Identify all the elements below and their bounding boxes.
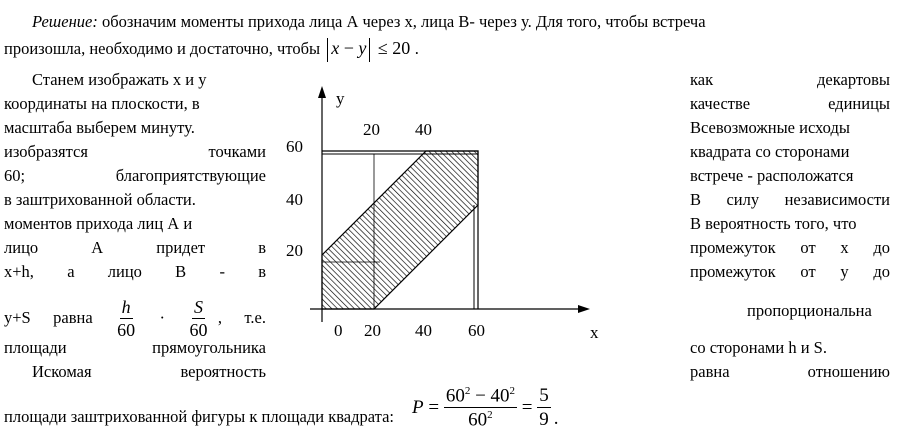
- right-word: встрече - расположатся: [690, 166, 854, 185]
- left-word: масштаба выберем минуту.: [4, 118, 195, 137]
- right-word: В вероятность того, что: [690, 214, 857, 233]
- y-axis-label: у: [336, 89, 345, 108]
- right-bottom-word: со сторонами h и S.: [690, 338, 827, 357]
- probability-formula: P = $\frac{60^2 - 40^2}{60^2}$ = $\frac{5}{9}$ .: [411, 385, 559, 431]
- right-word: у: [840, 262, 849, 281]
- right-word: Всевозможные исходы: [690, 118, 850, 137]
- y-label-20: 20: [286, 241, 303, 260]
- right-word: до: [873, 262, 890, 281]
- x-axis-label: х: [590, 323, 599, 342]
- right-word: как: [690, 70, 714, 89]
- intro-text-2: произошла, необходимо и достаточно, чтобы: [4, 39, 321, 59]
- right-bottom-word: равна: [690, 362, 730, 381]
- left-word: изобразятся: [4, 142, 88, 161]
- final-text: площади заштрихованной фигуры к площади квадрата:: [4, 406, 394, 426]
- left-word: -: [219, 262, 225, 281]
- left-word: В: [175, 262, 187, 281]
- right-word: единицы: [828, 94, 890, 113]
- right-word: промежуток: [690, 262, 776, 281]
- solution-label: Решение:: [32, 12, 98, 31]
- left-word: в заштрихованной области.: [4, 190, 196, 209]
- intro-text-1: обозначим моменты прихода лица А через х, лица В- через у. Для того, чтобы встреча: [101, 12, 706, 31]
- right-word: от: [800, 238, 816, 257]
- left-word: лицо: [4, 238, 39, 257]
- left-bottom-word: Искомая: [32, 362, 92, 381]
- right-word: декартовы: [817, 70, 890, 89]
- fraction-s-60: $\frac{S}{60}$: [189, 297, 208, 340]
- right-word: квадрата со сторонами: [690, 142, 850, 161]
- right-word: В: [690, 190, 702, 209]
- left-word: 60;: [4, 166, 26, 185]
- left-word: x+h,: [4, 262, 34, 281]
- left-word: придет: [156, 238, 206, 257]
- x-label-0: 0: [334, 321, 343, 340]
- left-word: координаты на плоскости, в: [4, 94, 200, 113]
- y-label-40: 40: [286, 190, 303, 209]
- x-axis-arrow-icon: [578, 305, 590, 313]
- left-word: в: [258, 262, 266, 281]
- right-line-prop: пропорциональна: [747, 301, 872, 320]
- left-word: А: [91, 238, 104, 257]
- x-label-60: 60: [468, 321, 485, 340]
- top-label-40: 40: [415, 120, 432, 139]
- left-word: а: [67, 262, 75, 281]
- hatched-region: [322, 151, 478, 309]
- left-word: Станем изображать х и у: [32, 70, 207, 89]
- right-bottom-word: отношению: [807, 362, 890, 381]
- y-label-60: 60: [286, 137, 303, 156]
- right-word: независимости: [784, 190, 890, 209]
- x-label-40: 40: [415, 321, 432, 340]
- y-axis-arrow-icon: [318, 86, 326, 98]
- left-word: лицо: [107, 262, 142, 281]
- right-word: от: [800, 262, 816, 281]
- left-bottom-word: прямоугольника: [152, 338, 266, 357]
- right-word: промежуток: [690, 238, 776, 257]
- right-word: до: [873, 238, 890, 257]
- x-label-20: 20: [364, 321, 381, 340]
- left-word: моментов прихода лиц А и: [4, 214, 193, 233]
- right-word: качестве: [690, 94, 751, 113]
- left-line-ys: у+S равна $\frac{h}{60}$ · $\frac{S}{60}$ , т.е.: [4, 297, 266, 340]
- final-line: [4, 386, 559, 430]
- left-bottom-word: вероятность: [180, 362, 266, 381]
- left-bottom-word: площади: [4, 338, 67, 357]
- intro-line-2: произошла, необходимо и достаточно, чтобы x − y ≤ 20 .: [4, 38, 419, 62]
- left-word: в: [258, 238, 266, 257]
- fraction-h-60: $\frac{h}{60}$: [117, 297, 136, 340]
- condition-formula: x − y ≤ 20: [324, 38, 415, 58]
- top-label-20: 20: [363, 120, 380, 139]
- left-word: благоприятствующие: [115, 166, 266, 185]
- left-word: точками: [208, 142, 266, 161]
- right-word: х: [840, 238, 849, 257]
- right-word: силу: [726, 190, 760, 209]
